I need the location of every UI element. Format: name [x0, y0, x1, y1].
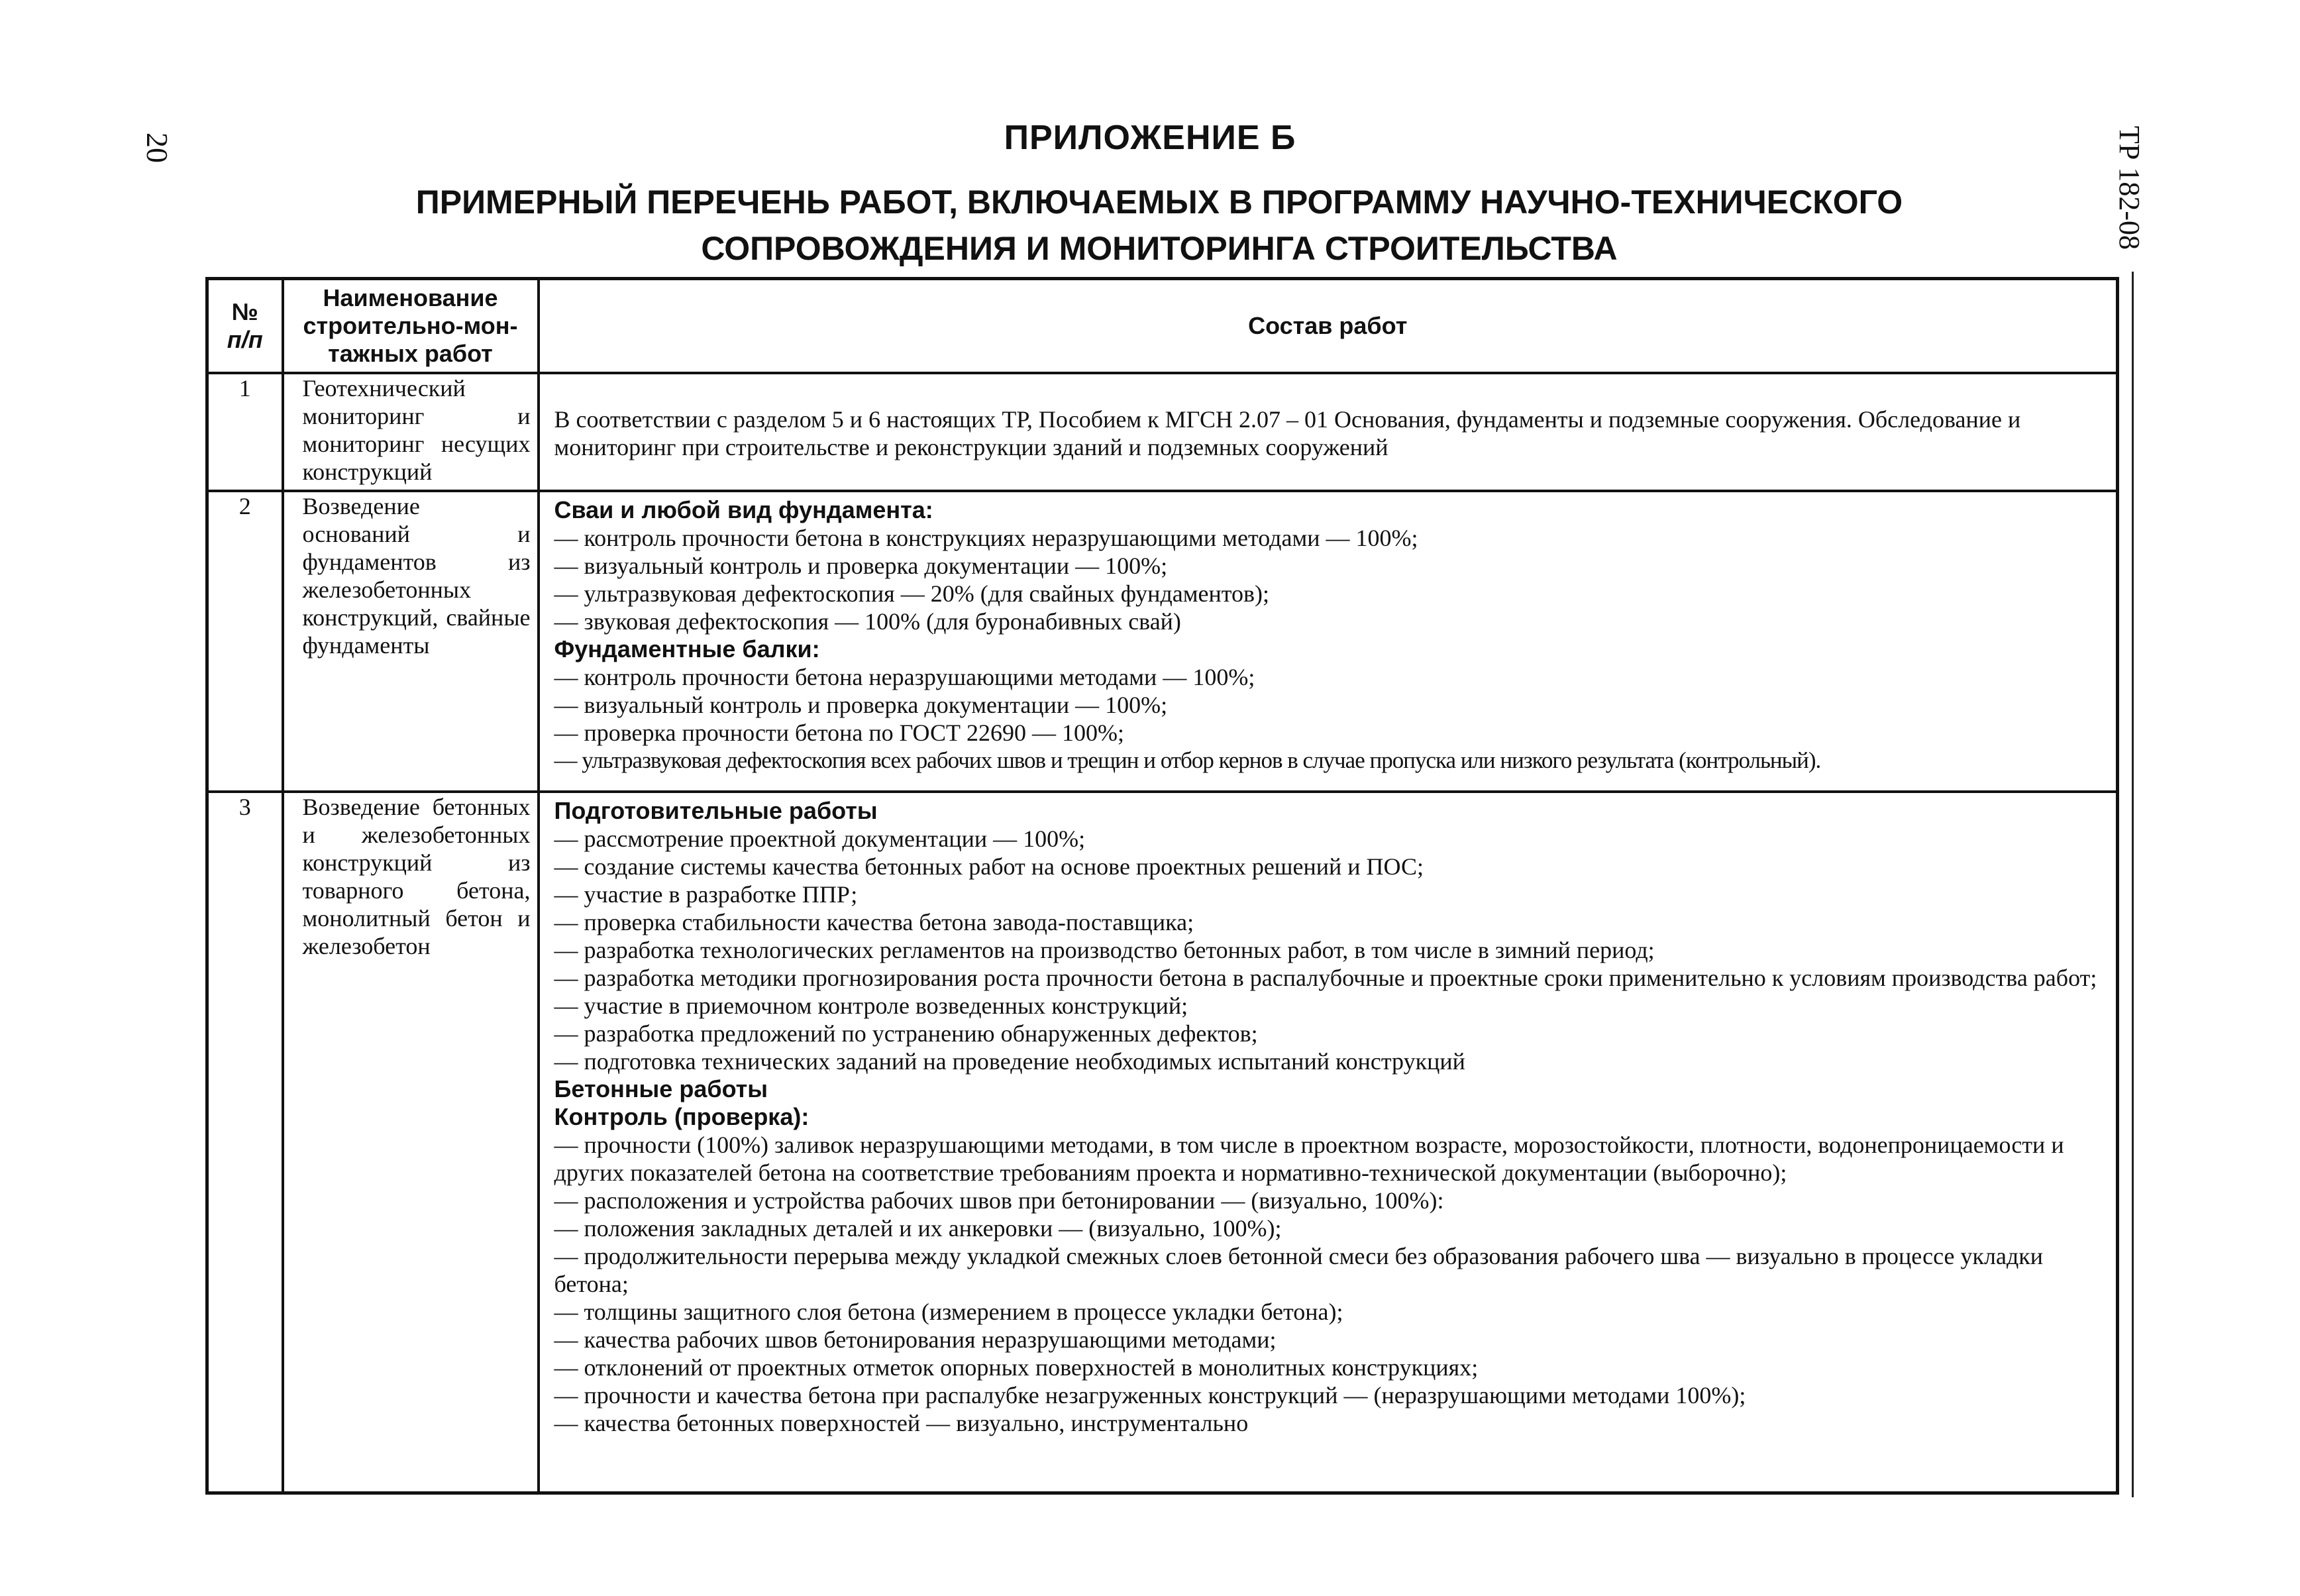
document-title — [318, 179, 2001, 272]
composition-item: — отклонений от проектных отметок опорных поверхностей в монолитных конструкциях; — [554, 1354, 1479, 1381]
composition-item: — создание системы качества бетонных работ на основе проектных решений и ПОС; — [554, 853, 1424, 880]
document-title-line-2: СОПРОВОЖДЕНИЯ И МОНИТОРИНГА СТРОИТЕЛЬСТВА — [701, 230, 1618, 267]
composition-item: — прочности и качества бетона при распалубке незагруженных конструкций — (неразрушающими методами 100%); — [554, 1382, 1746, 1409]
header-composition: Состав работ — [539, 279, 2118, 374]
composition-item: — визуальный контроль и проверка документации — 100%; — [554, 692, 1168, 718]
table-row — [207, 491, 2118, 792]
work-name: Геотехнический мониторинг и мониторинг несущих конструкций — [283, 373, 539, 491]
composition-item: — визуальный контроль и проверка документации — 100%; — [554, 553, 1168, 579]
composition-subheading: Сваи и любой вид фундамента: — [554, 496, 933, 523]
work-composition — [539, 491, 2118, 792]
works-table — [205, 277, 2119, 1495]
composition-item: — проверка стабильности качества бетона завода-поставщика; — [554, 909, 1194, 935]
composition-item: — контроль прочности бетона неразрушающими методами — 100%; — [554, 664, 1255, 690]
row-number: 3 — [207, 792, 283, 1493]
table-row — [207, 792, 2118, 1493]
composition-item: В соответствии с разделом 5 и 6 настоящих ТР, Пособием к МГСН 2.07 – 01 Основания, фундаменты и подземные сооружения. Обследование и мониторинг при строительстве и реконструкции зданий и подземных сооружений — [554, 406, 2021, 460]
header-number — [207, 279, 283, 374]
document-title-line-1: ПРИМЕРНЫЙ ПЕРЕЧЕНЬ РАБОТ, ВКЛЮЧАЕМЫХ В ПРОГРАММУ НАУЧНО-ТЕХНИЧЕСКОГО — [415, 184, 1903, 221]
composition-subheading: Подготовительные работы — [554, 797, 878, 824]
composition-item: — продолжительности перерыва между укладкой смежных слоев бетонной смеси без образования рабочего шва — визуально в процессе укладки бетона; — [554, 1243, 2044, 1297]
appendix-title: ПРИЛОЖЕНИЕ Б — [1004, 119, 1296, 157]
header-work-name-line-3: тажных работ — [328, 340, 493, 367]
header-work-name-line-2: строительно-мон- — [303, 312, 518, 339]
work-name: Возведение оснований и фундаментов из железобетонных конструкций, свайные фундаменты — [283, 491, 539, 792]
row-number: 1 — [207, 373, 283, 491]
composition-item: — участие в разработке ППР; — [554, 881, 858, 908]
composition-item: — участие в приемочном контроле возведенных конструкций; — [554, 992, 1188, 1019]
composition-subheading: Бетонные работы — [554, 1075, 768, 1102]
composition-item: — ультразвуковая дефектоскопия — 20% (для свайных фундаментов); — [554, 580, 1270, 607]
header-work-name-line-1: Наименование — [323, 284, 498, 311]
composition-item: — контроль прочности бетона в конструкциях неразрушающими методами — 100%; — [554, 525, 1418, 551]
composition-item: — ультразвуковая дефектоскопия всех рабочих швов и трещин и отбор кернов в случае пропуска или низкого результата (контрольный). — [554, 747, 1821, 773]
composition-item: — проверка прочности бетона по ГОСТ 22690 — 100%; — [554, 719, 1124, 746]
header-number-sign: № — [231, 298, 258, 325]
composition-item: — звуковая дефектоскопия — 100% (для буронабивных свай) — [554, 608, 1181, 635]
document-code: ТР 182-08 — [2113, 126, 2146, 250]
work-composition — [539, 373, 2118, 491]
composition-item: — качества рабочих швов бетонирования неразрушающими методами; — [554, 1326, 1277, 1353]
composition-item: — рассмотрение проектной документации — 100%; — [554, 825, 1086, 852]
composition-item: — разработка методики прогнозирования роста прочности бетона в распалубочные и проектные сроки применительно к условиям производства работ; — [554, 965, 2097, 991]
composition-item: — прочности (100%) заливок неразрушающими методами, в том числе в проектном возрасте, морозостойкости, плотности, водонепроницаемости и других показателей бетона на соответствие требованиям проекта и нормативно-технической документации (выборочно); — [554, 1132, 2064, 1186]
row-number: 2 — [207, 491, 283, 792]
composition-item: — качества бетонных поверхностей — визуально, инструментально — [554, 1410, 1249, 1436]
page-number: 20 — [140, 133, 174, 163]
composition-item: — толщины защитного слоя бетона (измерением в процессе укладки бетона); — [554, 1299, 1343, 1325]
composition-subheading: Фундаментные балки: — [554, 635, 820, 663]
table-row — [207, 373, 2118, 491]
work-composition — [539, 792, 2118, 1493]
header-work-name — [283, 279, 539, 374]
composition-item: — разработка предложений по устранению обнаруженных дефектов; — [554, 1020, 1258, 1047]
composition-subheading: Контроль (проверка): — [554, 1103, 810, 1130]
header-number-abbr: п/п — [227, 326, 263, 353]
margin-rule — [2132, 272, 2134, 1497]
table-body — [207, 373, 2118, 1493]
composition-item: — разработка технологических регламентов на производство бетонных работ, в том числе в зимний период; — [554, 937, 1655, 963]
composition-item: — расположения и устройства рабочих швов при бетонировании — (визуально, 100%): — [554, 1187, 1444, 1214]
work-name: Возведение бетонных и железобетонных конструкций из товарного бетона, монолитный бетон и железобетон — [283, 792, 539, 1493]
table-header-row — [207, 279, 2118, 374]
composition-item: — подготовка технических заданий на проведение необходимых испытаний конструкций — [554, 1048, 1465, 1075]
composition-item: — положения закладных деталей и их анкеровки — (визуально, 100%); — [554, 1215, 1282, 1242]
